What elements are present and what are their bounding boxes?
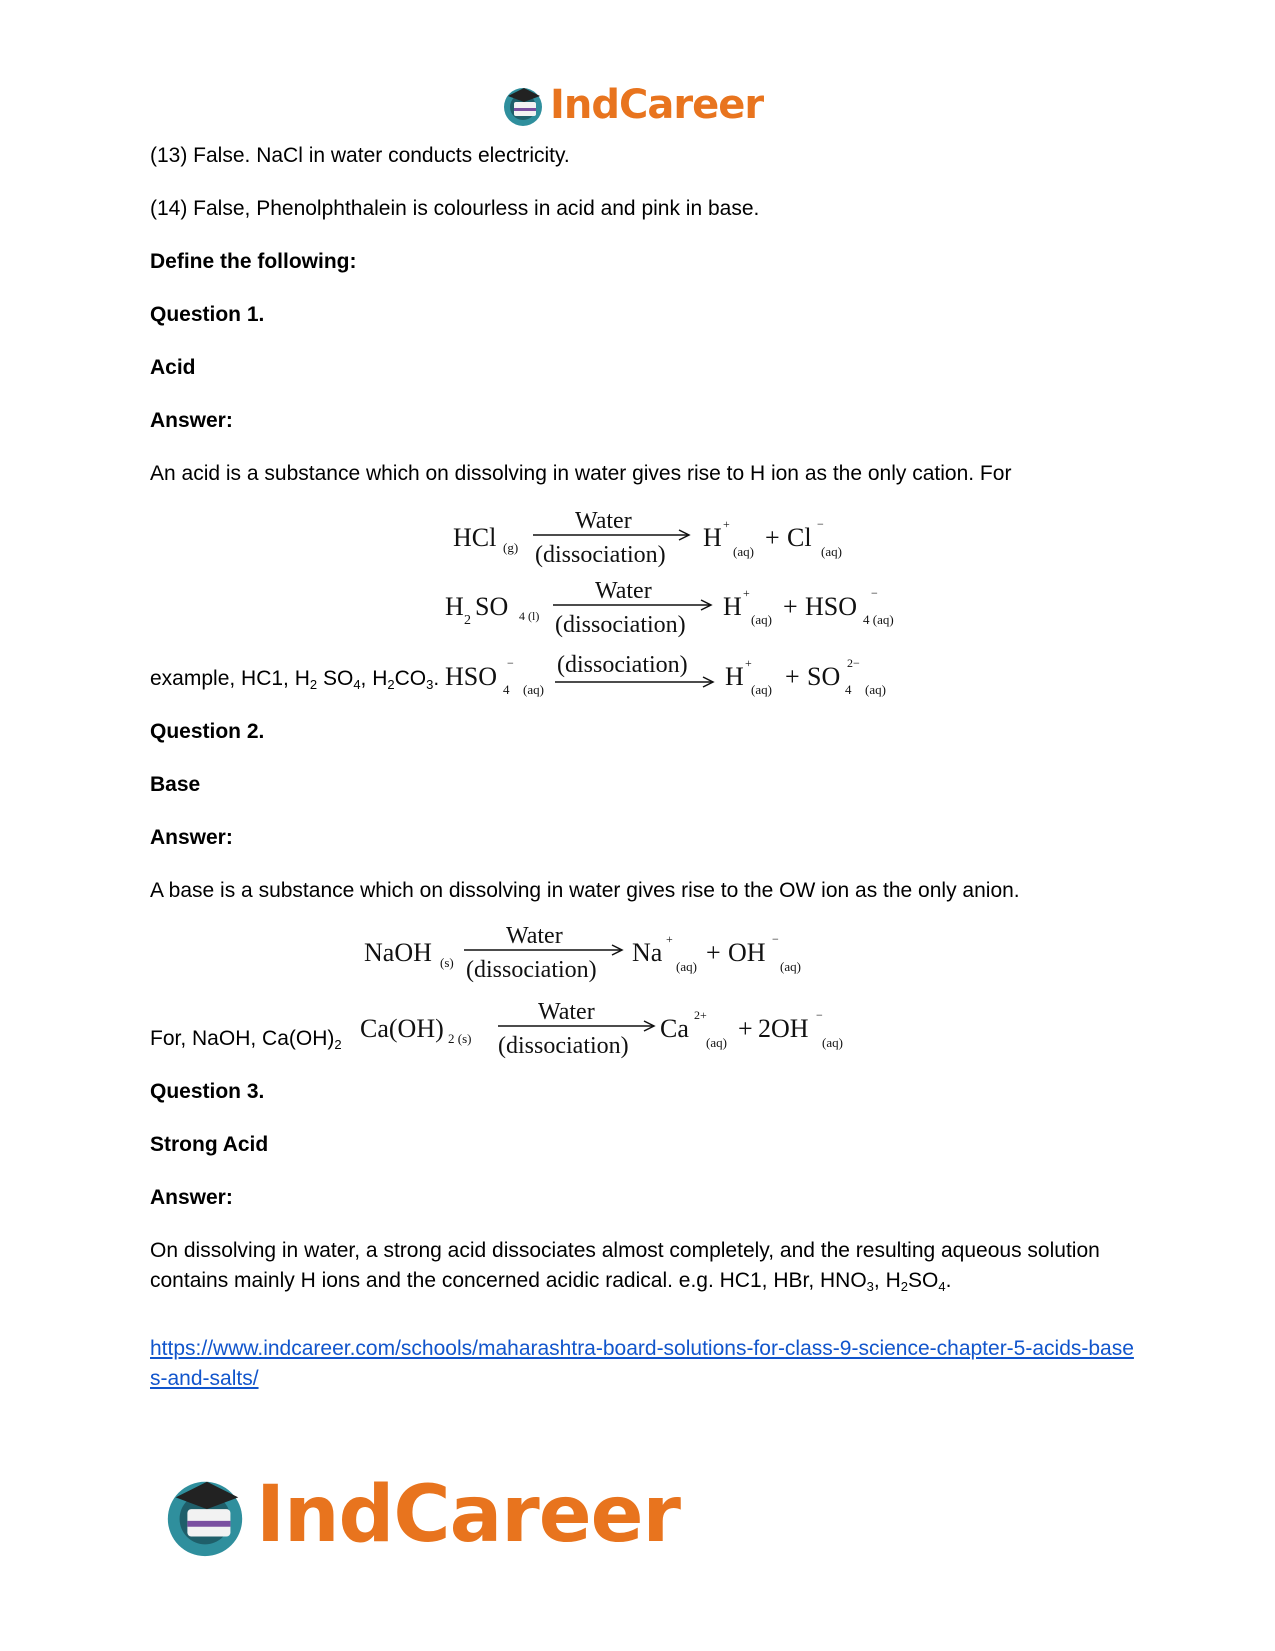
eq5-arrow-bottom: (dissociation) <box>498 1033 629 1059</box>
eq1-plus: + <box>765 523 780 552</box>
question-1-label: Question 1. <box>150 303 265 326</box>
eq1-product-1-state: (aq) <box>733 544 754 559</box>
strong-acid-definition: On dissolving in water, a strong acid dissociates almost completely, and the resulting aqueous solution contains mainly H ions and the concerned acidic radical. e.g. HC1, HBr, $HNO_3$, $H_2SO_4$. <box>150 1239 1100 1294</box>
eq1-product-2: Cl <box>787 523 812 552</box>
eq4-arrow-top: Water <box>506 923 563 949</box>
eq4-reactant-state: (s) <box>440 955 454 970</box>
base-examples: For, NaOH, $Ca(OH)_2$ <box>150 1027 342 1052</box>
eq2-product-2-charge: − <box>871 586 878 600</box>
eq3-reactant-state: (aq) <box>523 682 544 697</box>
eq2-reactant-2: SO <box>475 592 509 621</box>
question-2-title: Base <box>150 773 201 796</box>
eq1-product-2-state: (aq) <box>821 544 842 559</box>
eq2-plus: + <box>783 592 798 621</box>
eq2-product-1-state: (aq) <box>751 612 772 627</box>
answer-2-label: Answer: <box>150 826 233 849</box>
eq4-plus: + <box>706 938 721 967</box>
brand-name: IndCareer <box>256 1470 680 1560</box>
eq3-product-2-sub: 4 <box>845 682 852 697</box>
eq4-product-2-state: (aq) <box>780 959 801 974</box>
base-equations <box>360 915 880 1105</box>
eq3-reactant: HSO <box>445 662 498 691</box>
eq4-product-2-charge: − <box>772 932 779 946</box>
acid-definition: An acid is a substance which on dissolving in water gives rise to H ion as the only cation. For <box>150 462 1012 485</box>
answer-13: (13) False. NaCl in water conducts electricity. <box>150 144 570 167</box>
eq5-reactant-state: 2 (s) <box>448 1031 472 1046</box>
eq3-product-1: H <box>725 662 744 691</box>
eq5-product-2-state: (aq) <box>822 1035 843 1050</box>
acid-equations <box>445 500 945 700</box>
answer-1-label: Answer: <box>150 409 233 432</box>
question-3-label: Question 3. <box>150 1080 265 1103</box>
footer-logo <box>160 1470 680 1560</box>
eq4-arrow-bottom: (dissociation) <box>466 957 597 983</box>
eq2-reactant-sub: 2 <box>464 613 471 628</box>
eq1-reactant-state: (g) <box>503 540 519 555</box>
eq1-product-1-charge: + <box>723 517 730 531</box>
eq3-arrow-top: (dissociation) <box>557 652 688 678</box>
source-link[interactable]: https://www.indcareer.com/schools/maharashtra-board-solutions-for-class-9-science-chapter-5-acids-bases-and-salts/ <box>150 1337 1134 1390</box>
eq5-reactant: Ca(OH) <box>360 1014 444 1043</box>
eq3-product-1-charge: + <box>745 656 752 670</box>
eq2-product-2: HSO <box>805 592 858 621</box>
acid-examples: example, HC1, $H_2$ $SO_4$, $H_2CO_3$. <box>150 667 440 692</box>
eq2-product-1-charge: + <box>743 586 750 600</box>
base-definition: A base is a substance which on dissolving in water gives rise to the OW ion as the only anion. <box>150 879 1020 902</box>
section-heading: Define the following: <box>150 250 357 273</box>
answer-3-label: Answer: <box>150 1186 233 1209</box>
header-logo <box>500 80 763 130</box>
eq2-reactant-state: 4 (l) <box>519 609 540 623</box>
eq1-reactant: HCl <box>453 523 497 552</box>
eq5-product-1-state: (aq) <box>706 1035 727 1050</box>
eq3-product-2-charge: 2− <box>847 656 860 670</box>
eq2-product-2-state: 4 (aq) <box>863 612 894 627</box>
graduation-globe-icon <box>160 1470 250 1560</box>
eq1-arrow-top: Water <box>575 508 632 534</box>
eq1-arrow-bottom: (dissociation) <box>535 542 666 568</box>
eq4-reactant: NaOH <box>364 938 432 967</box>
eq2-product-1: H <box>723 592 742 621</box>
eq3-reactant-charge: − <box>507 656 514 670</box>
eq5-plus: + <box>738 1014 753 1043</box>
question-3-title: Strong Acid <box>150 1133 269 1156</box>
eq1-product-1: H <box>703 523 722 552</box>
brand-name: IndCareer <box>550 82 764 128</box>
eq5-product-1: Ca <box>660 1014 689 1043</box>
graduation-globe-icon <box>500 82 546 128</box>
eq3-plus: + <box>785 662 800 691</box>
eq1-product-2-charge: − <box>817 517 824 531</box>
question-2-label: Question 2. <box>150 720 265 743</box>
eq4-product-2: OH <box>728 938 766 967</box>
question-1-title: Acid <box>150 356 196 379</box>
eq2-arrow-bottom: (dissociation) <box>555 612 686 638</box>
eq4-product-1-state: (aq) <box>676 959 697 974</box>
answer-14: (14) False, Phenolphthalein is colourless in acid and pink in base. <box>150 197 760 220</box>
eq5-product-2: 2OH <box>758 1014 809 1043</box>
eq3-reactant-sub: 4 <box>503 682 510 697</box>
eq5-product-2-charge: − <box>816 1008 823 1022</box>
eq5-arrow-top: Water <box>538 999 595 1025</box>
eq2-arrow-top: Water <box>595 578 652 604</box>
eq3-product-2-state: (aq) <box>865 682 886 697</box>
eq4-product-1-charge: + <box>666 932 673 946</box>
eq3-product-1-state: (aq) <box>751 682 772 697</box>
eq3-product-2: SO <box>807 662 841 691</box>
eq2-reactant-1: H <box>445 592 464 621</box>
eq5-product-1-charge: 2+ <box>694 1008 707 1022</box>
eq4-product-1: Na <box>632 938 663 967</box>
